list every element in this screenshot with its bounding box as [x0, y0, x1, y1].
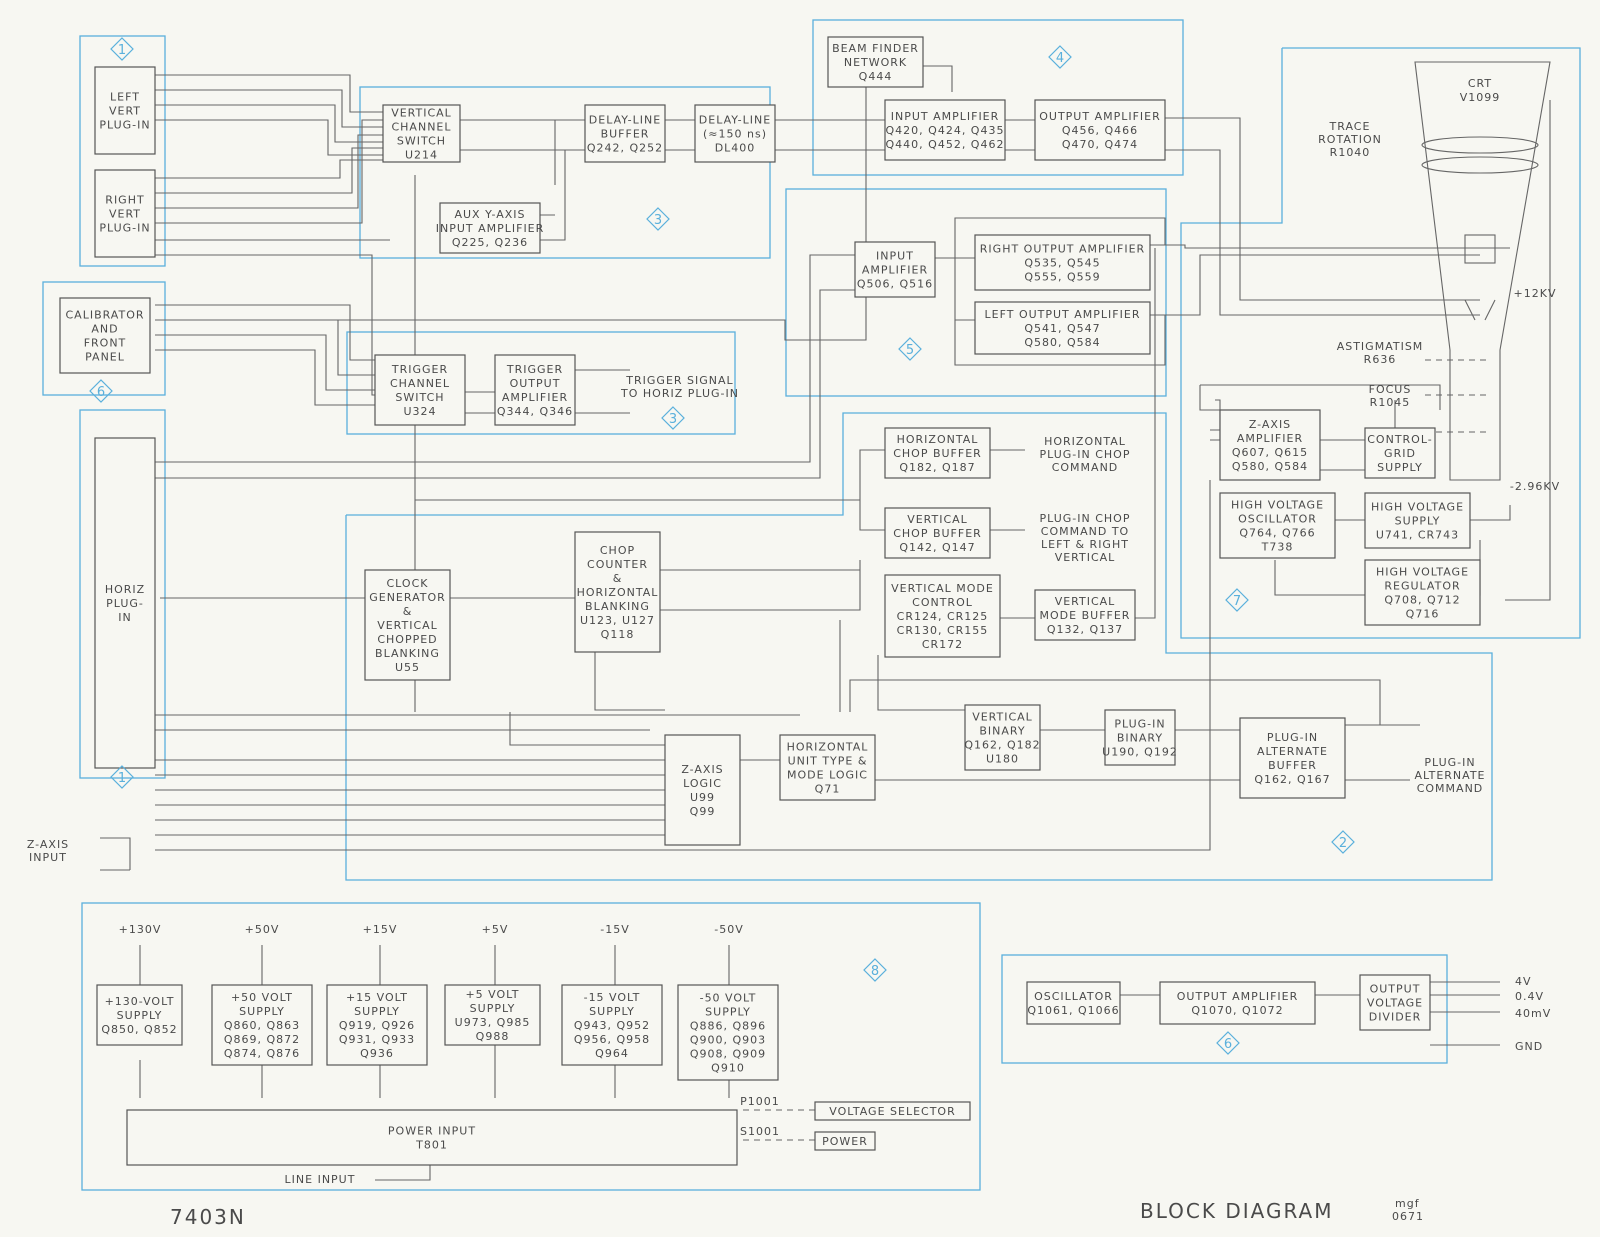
trigger-out-amp-line-2: AMPLIFIER: [501, 391, 569, 404]
plugin-binary-line-1: BINARY: [1116, 731, 1164, 745]
vert-mode-control-line-1: CONTROL: [912, 596, 973, 609]
power-input-line-1: T801: [416, 1138, 448, 1152]
calibrator-line-2: FRONT: [83, 336, 127, 350]
control-grid-line-1: GRID: [1384, 447, 1416, 460]
vert-channel-switch-line-3: U214: [404, 148, 439, 162]
supm50-line-0: -50 VOLT: [699, 991, 757, 1005]
svg-text:6: 6: [96, 385, 106, 400]
left-vert-block: [95, 67, 155, 154]
vert-chop-buffer-block: [885, 508, 990, 558]
horiz-chop-command-label-1: PLUG-IN CHOP: [1039, 448, 1131, 461]
horiz-unit-type-line-3: Q71: [814, 782, 841, 796]
focus-label-1: R1045: [1369, 396, 1411, 409]
input-amp-horiz-line-1: AMPLIFIER: [861, 263, 929, 277]
vert-binary-line-0: VERTICAL: [972, 710, 1033, 724]
right-vert-line-1: VERT: [108, 207, 142, 221]
calibrator-line-3: PANEL: [85, 350, 125, 364]
cal-output-2-0: 40mV: [1515, 1007, 1552, 1020]
line-input-label-0: LINE INPUT: [284, 1173, 356, 1186]
cal-out-amp-block: [1160, 982, 1315, 1024]
sup50-block: [212, 985, 312, 1065]
vert-mode-control-line-0: VERTICAL MODE: [891, 582, 994, 595]
section-marker-10: [1217, 1032, 1239, 1054]
trigger-out-amp-line-1: OUTPUT: [509, 377, 561, 390]
s1001-label-0: S1001: [740, 1125, 780, 1138]
vert-chop-buffer-line-1: CHOP BUFFER: [893, 527, 982, 540]
delay-line-buffer-line-0: DELAY-LINE: [588, 113, 662, 127]
clock-gen-line-6: U55: [394, 661, 421, 674]
sup130-line-0: +130-VOLT: [104, 995, 175, 1008]
oscillator-block: [1027, 982, 1120, 1024]
vert-chop-buffer-line-2: Q142, Q147: [899, 541, 976, 554]
left-vert-line-0: LEFT: [110, 90, 140, 104]
out-divider-line-2: DIVIDER: [1368, 1010, 1422, 1024]
trigger-switch-line-1: CHANNEL: [389, 377, 451, 390]
right-vert-line-2: PLUG-IN: [99, 221, 151, 235]
section-marker-8: [1332, 831, 1354, 853]
svg-text:3: 3: [668, 412, 678, 427]
horiz-chop-buffer-line-2: Q182, Q187: [899, 461, 976, 474]
supm15-line-3: Q956, Q958: [573, 1033, 651, 1046]
power-switch-line-0: POWER: [822, 1135, 868, 1148]
hv-reg-line-1: REGULATOR: [1384, 579, 1461, 593]
cal-output-0-0: 4V: [1515, 975, 1532, 988]
out-divider-block: [1360, 975, 1430, 1030]
sup50-line-0: +50 VOLT: [230, 991, 294, 1004]
calibrator-line-0: CALIBRATOR: [65, 308, 145, 322]
sup15-line-0: +15 VOLT: [345, 991, 409, 1004]
hv-osc-line-0: HIGH VOLTAGE: [1230, 498, 1325, 512]
z-axis-logic-line-0: Z-AXIS: [681, 763, 724, 776]
blocks-layer: [60, 37, 1500, 1165]
right-vert-block: [95, 170, 155, 257]
sup5-line-1: SUPPLY: [469, 1002, 516, 1015]
vert-binary-line-2: Q162, Q182: [964, 738, 1041, 752]
vert-channel-switch-line-0: VERTICAL: [391, 106, 452, 120]
rail-4-0: -15V: [600, 923, 630, 936]
delay-line-line-0: DELAY-LINE: [698, 113, 772, 127]
supm50-line-4: Q908, Q909: [689, 1047, 767, 1061]
vert-mode-control-line-2: CR124, CR125: [896, 610, 989, 623]
minus296kv-label-0: -2.96KV: [1509, 480, 1561, 493]
diagram-title: BLOCK DIAGRAM: [1140, 1199, 1334, 1223]
clock-gen-line-4: CHOPPED: [377, 633, 438, 646]
rail-2-0: +15V: [362, 923, 398, 936]
sup50-line-2: Q860, Q863: [223, 1019, 301, 1032]
supm50-line-3: Q900, Q903: [689, 1033, 767, 1047]
output-amp-vert-line-2: Q470, Q474: [1061, 138, 1139, 151]
horiz-plugin-line-1: PLUG-: [106, 597, 144, 610]
horiz-chop-buffer-line-1: CHOP BUFFER: [893, 447, 982, 460]
input-amp-horiz-block: [855, 242, 935, 297]
svg-text:3: 3: [653, 213, 663, 228]
chop-counter-block: [575, 532, 660, 652]
clock-gen-line-5: BLANKING: [375, 647, 440, 660]
aux-y-axis-line-1: INPUT AMPLIFIER: [435, 222, 545, 235]
aux-y-axis-block: [436, 203, 545, 253]
clock-gen-line-0: CLOCK: [386, 577, 429, 590]
voltage-selector-line-0: VOLTAGE SELECTOR: [829, 1105, 956, 1118]
trigger-out-amp-line-3: Q344, Q346: [496, 405, 574, 418]
section-marker-7: [1226, 589, 1248, 611]
vert-binary-block: [964, 705, 1040, 770]
vert-chop-command-label-2: LEFT & RIGHT: [1041, 538, 1129, 551]
trace-rotation-label-1: ROTATION: [1318, 133, 1382, 146]
sup5-line-0: +5 VOLT: [465, 988, 520, 1001]
vert-mode-buffer-line-0: VERTICAL: [1054, 595, 1116, 608]
supm50-line-1: SUPPLY: [705, 1005, 751, 1019]
oscillator-line-0: OSCILLATOR: [1034, 990, 1113, 1003]
svg-text:1: 1: [117, 43, 127, 58]
section-marker-5: [1049, 46, 1071, 68]
svg-text:5: 5: [905, 343, 915, 358]
signature-line-1: 0671: [1392, 1210, 1424, 1223]
hv-reg-line-2: Q708, Q712: [1384, 593, 1461, 607]
crt-block: [1460, 77, 1501, 104]
focus-label-0: FOCUS: [1368, 383, 1412, 396]
z-axis-input-label-0: Z-AXIS: [26, 838, 70, 851]
horiz-chop-buffer-block: [885, 428, 990, 478]
left-out-amp-line-1: Q541, Q547: [1024, 322, 1101, 335]
plugin-binary-line-2: U190, Q192: [1102, 745, 1178, 759]
input-amp-vert-line-1: Q420, Q424, Q435: [885, 124, 1005, 137]
cal-output-1-0: 0.4V: [1515, 990, 1545, 1003]
trigger-switch-line-2: SWITCH: [395, 391, 445, 404]
rail-3-0: +5V: [481, 923, 509, 936]
crt-line-1: V1099: [1459, 91, 1501, 104]
trigger-switch-line-0: TRIGGER: [391, 363, 449, 376]
rail-0-0: +130V: [118, 923, 162, 936]
left-out-amp-line-2: Q580, Q584: [1024, 336, 1101, 349]
sup130-line-1: SUPPLY: [116, 1009, 163, 1022]
hv-osc-block: [1220, 493, 1335, 558]
svg-text:1: 1: [117, 771, 127, 786]
vert-binary-line-1: BINARY: [979, 724, 1026, 738]
sup15-line-4: Q936: [360, 1047, 394, 1060]
plugin-binary-block: [1102, 710, 1178, 765]
hv-osc-line-3: T738: [1261, 540, 1294, 554]
alternate-command-label-2: COMMAND: [1416, 782, 1484, 795]
z-axis-amp-line-2: Q607, Q615: [1231, 446, 1309, 459]
control-grid-line-0: CONTROL-: [1367, 433, 1433, 446]
horiz-unit-type-block: [780, 735, 875, 800]
hv-supply-line-0: HIGH VOLTAGE: [1370, 500, 1465, 514]
section-marker-0: [111, 38, 133, 60]
clock-gen-line-2: &: [402, 605, 413, 618]
horiz-unit-type-line-0: HORIZONTAL: [786, 740, 869, 754]
z-axis-amp-line-3: Q580, Q584: [1231, 460, 1309, 473]
trigger-signal-label-1: TO HORIZ PLUG-IN: [621, 387, 739, 400]
input-amp-vert-block: [885, 100, 1005, 160]
output-amp-vert-line-1: Q456, Q466: [1061, 124, 1139, 137]
hv-supply-line-1: SUPPLY: [1394, 514, 1441, 528]
delay-line-buffer-line-1: BUFFER: [600, 127, 650, 141]
power-input-block: [127, 1110, 737, 1165]
hv-reg-block: [1365, 560, 1480, 625]
clock-gen-line-3: VERTICAL: [377, 619, 438, 632]
hv-reg-line-0: HIGH VOLTAGE: [1375, 565, 1470, 579]
chop-counter-line-3: HORIZONTAL: [576, 586, 659, 599]
input-amp-vert-line-2: Q440, Q452, Q462: [885, 138, 1005, 151]
section-marker-9: [864, 959, 886, 981]
supm50-line-5: Q910: [711, 1061, 745, 1075]
vert-binary-line-3: U180: [985, 752, 1020, 766]
crt-outline: [1415, 62, 1550, 480]
delay-line-buffer-block: [585, 105, 665, 162]
trace-rotation-label-0: TRACE: [1329, 120, 1371, 133]
plugin-alt-buffer-line-1: ALTERNATE: [1256, 745, 1329, 758]
chop-counter-line-1: COUNTER: [587, 558, 648, 571]
out-divider-line-0: OUTPUT: [1369, 982, 1421, 996]
control-grid-line-2: SUPPLY: [1377, 461, 1423, 474]
vert-mode-buffer-line-2: Q132, Q137: [1046, 623, 1124, 636]
sup5-line-3: Q988: [475, 1030, 510, 1043]
right-out-amp-line-1: Q535, Q545: [1024, 256, 1101, 270]
hv-osc-line-1: OSCILLATOR: [1238, 512, 1317, 526]
sup15-block: [327, 985, 427, 1065]
beam-finder-block: [828, 37, 923, 87]
section-marker-1: [111, 766, 133, 788]
sup130-line-2: Q850, Q852: [101, 1023, 178, 1036]
left-out-amp-line-0: LEFT OUTPUT AMPLIFIER: [984, 308, 1141, 321]
vert-channel-switch-line-2: SWITCH: [396, 134, 447, 148]
astigmatism-label-1: R636: [1363, 353, 1397, 366]
out-divider-line-1: VOLTAGE: [1366, 996, 1424, 1010]
voltage-selector-block: [815, 1102, 970, 1120]
chop-counter-line-5: U123, U127: [579, 614, 656, 627]
vert-mode-buffer-block: [1035, 590, 1135, 640]
z-axis-logic-block: [665, 735, 740, 845]
rail-1-0: +50V: [244, 923, 280, 936]
cal-output-3-0: GND: [1515, 1040, 1544, 1053]
horiz-plugin-block: [95, 438, 155, 768]
sup5-block: [445, 985, 540, 1045]
trigger-out-amp-block: [495, 355, 575, 425]
output-amp-vert-block: [1035, 100, 1165, 160]
beam-finder-line-2: Q444: [858, 70, 893, 83]
sup50-line-4: Q874, Q876: [223, 1047, 301, 1060]
horiz-chop-buffer-line-0: HORIZONTAL: [896, 433, 979, 446]
clock-gen-line-1: GENERATOR: [369, 591, 446, 604]
trigger-switch-line-3: U324: [403, 405, 437, 418]
chop-counter-line-6: Q118: [600, 628, 635, 641]
left-vert-line-2: PLUG-IN: [99, 118, 151, 132]
right-out-amp-line-2: Q555, Q559: [1024, 270, 1101, 284]
p1001-label-0: P1001: [740, 1095, 780, 1108]
horiz-unit-type-line-2: MODE LOGIC: [787, 768, 868, 782]
hv-reg-line-3: Q716: [1405, 607, 1440, 621]
z-axis-amp-line-1: AMPLIFIER: [1236, 432, 1304, 445]
section-marker-2: [90, 380, 112, 402]
aux-y-axis-line-0: AUX Y-AXIS: [454, 208, 526, 221]
chop-counter-line-0: CHOP: [599, 544, 636, 557]
supm50-block: [678, 985, 778, 1080]
trigger-out-amp-line-0: TRIGGER: [506, 363, 564, 376]
beam-finder-line-1: NETWORK: [843, 56, 908, 69]
left-out-amp-block: [975, 302, 1150, 354]
supm15-line-1: SUPPLY: [589, 1005, 635, 1018]
beam-finder-line-0: BEAM FINDER: [832, 42, 919, 55]
z-axis-amp-line-0: Z-AXIS: [1248, 418, 1292, 431]
sup5-line-2: U973, Q985: [454, 1016, 531, 1029]
sup50-line-3: Q869, Q872: [223, 1033, 301, 1046]
svg-text:4: 4: [1055, 51, 1065, 66]
vert-chop-command-label-0: PLUG-IN CHOP: [1039, 512, 1131, 525]
sup15-line-3: Q931, Q933: [338, 1033, 416, 1046]
horiz-chop-command-label-2: COMMAND: [1051, 461, 1119, 474]
delay-line-buffer-line-2: Q242, Q252: [586, 141, 664, 155]
astigmatism-label-0: ASTIGMATISM: [1336, 340, 1424, 353]
z-axis-amp-block: [1220, 410, 1320, 480]
signature-line-0: mgf: [1395, 1197, 1420, 1210]
vert-chop-command-label-1: COMMAND TO: [1040, 525, 1130, 538]
calibrator-line-1: AND: [91, 322, 119, 336]
svg-text:6: 6: [1223, 1037, 1233, 1052]
power-input-line-0: POWER INPUT: [387, 1124, 477, 1138]
z-axis-logic-line-2: U99: [689, 791, 716, 804]
horiz-plugin-line-2: IN: [118, 611, 132, 624]
section-markers: [90, 38, 1354, 1054]
z-axis-logic-line-3: Q99: [689, 805, 716, 818]
output-amp-vert-line-0: OUTPUT AMPLIFIER: [1039, 110, 1161, 123]
trigger-signal-label-0: TRIGGER SIGNAL: [626, 374, 734, 387]
vert-channel-switch-block: [383, 105, 460, 162]
supm50-line-2: Q886, Q896: [689, 1019, 767, 1033]
plugin-alt-buffer-line-0: PLUG-IN: [1266, 731, 1319, 744]
right-out-amp-line-0: RIGHT OUTPUT AMPLIFIER: [979, 242, 1146, 256]
oscillator-line-1: Q1061, Q1066: [1027, 1004, 1120, 1017]
crt-line-0: CRT: [1467, 77, 1493, 90]
section-marker-6: [899, 338, 921, 360]
section-marker-4: [662, 407, 684, 429]
hv-supply-line-2: U741, CR743: [1375, 528, 1460, 542]
chop-counter-line-4: BLANKING: [585, 600, 650, 613]
delay-line-line-1: (≈150 ns): [703, 127, 767, 141]
plugin-alt-buffer-block: [1240, 718, 1345, 798]
vert-mode-control-line-4: CR172: [921, 638, 964, 651]
right-vert-line-0: RIGHT: [105, 193, 145, 207]
alternate-command-label-1: ALTERNATE: [1414, 769, 1486, 782]
aux-y-axis-line-2: Q225, Q236: [451, 236, 529, 249]
power-switch-block: [815, 1132, 875, 1150]
supm15-line-4: Q964: [595, 1047, 629, 1060]
horiz-plugin-line-0: HORIZ: [104, 583, 146, 596]
plugin-binary-line-0: PLUG-IN: [1114, 717, 1166, 731]
sup130-block: [97, 985, 182, 1045]
vert-chop-buffer-line-0: VERTICAL: [907, 513, 968, 526]
horiz-chop-command-label-0: HORIZONTAL: [1044, 435, 1126, 448]
cal-out-amp-line-0: OUTPUT AMPLIFIER: [1176, 990, 1299, 1003]
clock-gen-block: [365, 570, 450, 680]
input-amp-vert-line-0: INPUT AMPLIFIER: [890, 110, 1000, 123]
vert-mode-control-line-3: CR130, CR155: [896, 624, 989, 637]
control-grid-block: [1365, 428, 1435, 478]
vert-mode-control-block: [885, 575, 1000, 657]
rail-5-0: -50V: [714, 923, 744, 936]
chop-counter-line-2: &: [612, 572, 623, 585]
z-axis-logic-line-1: LOGIC: [683, 777, 722, 790]
hv-supply-block: [1365, 493, 1470, 548]
left-vert-line-1: VERT: [108, 104, 142, 118]
sup15-line-2: Q919, Q926: [338, 1019, 416, 1032]
svg-text:2: 2: [1338, 836, 1348, 851]
sup50-line-1: SUPPLY: [239, 1005, 285, 1018]
sup15-line-1: SUPPLY: [354, 1005, 400, 1018]
input-amp-horiz-line-0: INPUT: [876, 249, 914, 263]
trace-rotation-label-2: R1040: [1329, 146, 1371, 159]
delay-line-line-2: DL400: [714, 141, 756, 155]
cal-out-amp-line-1: Q1070, Q1072: [1191, 1004, 1284, 1017]
alternate-command-label-0: PLUG-IN: [1424, 756, 1476, 769]
supm15-line-0: -15 VOLT: [583, 991, 641, 1004]
plugin-alt-buffer-line-2: BUFFER: [1268, 759, 1317, 772]
input-amp-horiz-line-2: Q506, Q516: [856, 277, 934, 291]
plus12kv-label-0: +12KV: [1513, 287, 1557, 300]
supm15-block: [562, 985, 662, 1065]
delay-line-block: [695, 105, 775, 162]
right-out-amp-block: [975, 235, 1150, 290]
svg-text:7: 7: [1232, 594, 1242, 609]
plugin-alt-buffer-line-3: Q162, Q167: [1254, 773, 1331, 786]
svg-text:8: 8: [870, 964, 880, 979]
hv-osc-line-2: Q764, Q766: [1239, 526, 1316, 540]
horiz-unit-type-line-1: UNIT TYPE &: [787, 754, 868, 768]
vert-mode-buffer-line-1: MODE BUFFER: [1039, 609, 1131, 622]
supm15-line-2: Q943, Q952: [573, 1019, 651, 1032]
vert-chop-command-label-3: VERTICAL: [1054, 551, 1116, 564]
calibrator-block: [60, 298, 150, 373]
vert-channel-switch-line-1: CHANNEL: [391, 120, 452, 134]
trigger-switch-block: [375, 355, 465, 425]
section-marker-3: [647, 208, 669, 230]
z-axis-input-label-1: INPUT: [29, 851, 67, 864]
model-number: 7403N: [170, 1205, 246, 1229]
